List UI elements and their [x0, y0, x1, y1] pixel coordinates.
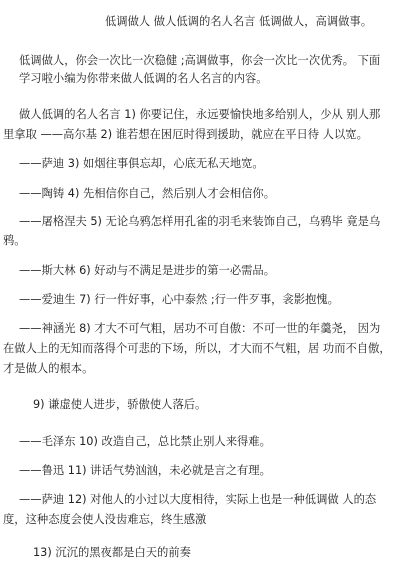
- quotes-line-10: 在做人上的无知而落得个可悲的下场，所以，才大而不气粗，居 功而不自傲，: [3, 342, 391, 355]
- quotes-line-15: ——萨迪 12) 对他人的小过以大度相待，实际上也是一种低调做 人的态: [19, 493, 377, 506]
- quotes-line-9: ——神涵光 8) 才大不可气粗，居功不可自傲：不可一世的年羹尧， 因为: [19, 322, 381, 335]
- quotes-line-1: 做人低调的名人名言 1) 你要记住，永远要愉快地多给别人，少从 别人那: [19, 108, 381, 121]
- quotes-line-5: ——屠格涅夫 5) 无论乌鸦怎样用孔雀的羽毛来装饰自己，乌鸦毕 竟是乌: [19, 215, 381, 228]
- quotes-line-17: 13) 沉沉的黑夜都是白天的前奏: [33, 546, 191, 559]
- quotes-line-16: 度，这种态度会使人没齿难忘，终生感激: [3, 513, 207, 526]
- quotes-line-13: ——毛泽东 10) 改造自己，总比禁止别人来得难。: [19, 435, 271, 448]
- intro-line-1: 低调做人，你会一次比一次稳健 ;高调做事，你会一次比一次优秀。 下面: [19, 54, 381, 67]
- quotes-line-14: ——鲁迅 11) 讲话气势汹汹，未必就是言之有理。: [19, 464, 271, 477]
- quotes-line-4: ——陶铸 4) 先相信你自己，然后别人才会相信你。: [19, 187, 276, 200]
- quotes-line-12: 9) 谦虚使人进步，骄傲使人落后。: [33, 398, 207, 411]
- quotes-line-11: 才是做人的根本。: [3, 362, 94, 375]
- quotes-line-6: 鸦。: [3, 234, 26, 247]
- quotes-line-8: ——爱迪生 7) 行一件好事，心中泰然 ;行一件歹事，衾影抱愧。: [19, 293, 339, 306]
- quotes-line-2: 里拿取 ——高尔基 2) 谁若想在困厄时得到援助，就应在平日待 人以宽。: [3, 128, 368, 141]
- intro-line-2: 学习啦小编为你带来做人低调的名人名言的内容。: [19, 72, 268, 85]
- document-title: 低调做人 做人低调的名人名言 低调做人，高调做事。: [105, 15, 373, 28]
- quotes-line-7: ——斯大林 6) 好动与不满足是进步的第一必需品。: [19, 264, 276, 277]
- quotes-line-3: ——萨迪 3) 如烟往事俱忘却，心底无私天地宽。: [19, 157, 264, 170]
